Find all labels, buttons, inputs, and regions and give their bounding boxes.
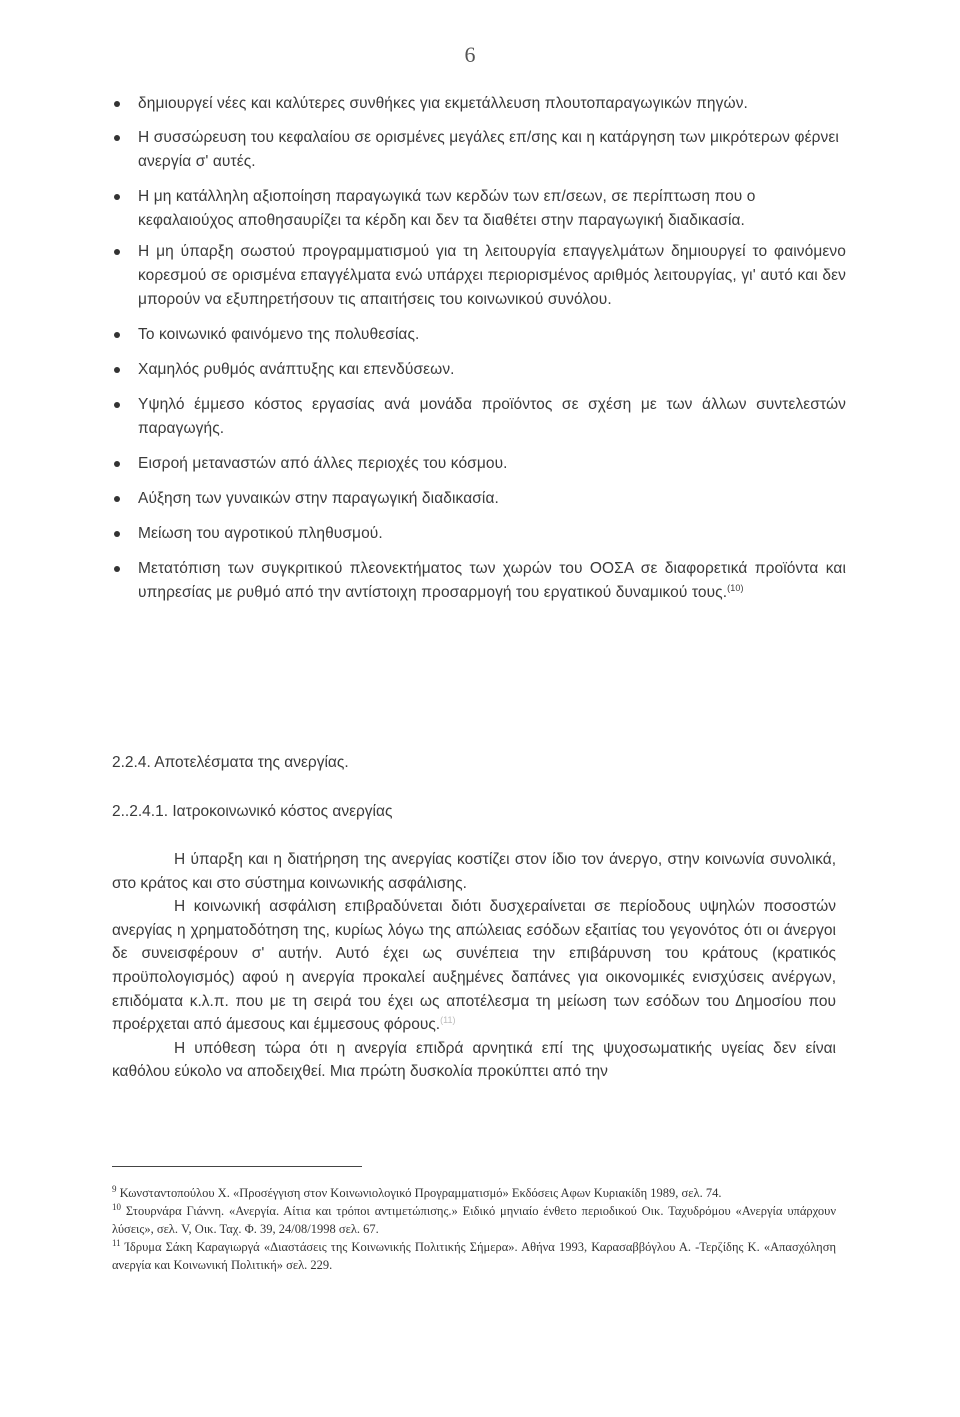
footnote-ref: (10) [727, 582, 744, 593]
section-heading: 2.2.4. Αποτελέσματα της ανεργίας. [112, 754, 349, 771]
paragraph: Η υπόθεση τώρα ότι η ανεργία επιδρά αρνητικά επί της ψυχοσωματικής υγείας δεν είναι καθόλου εύκολο να αποδειχθεί. Μια πρώτη δυσκολία προκύπτει από την [112, 1039, 836, 1081]
list-item [112, 452, 846, 476]
list-item [112, 557, 846, 605]
subsection-heading: 2..2.4.1. Ιατροκοινωνικό κόστος ανεργίας [112, 803, 393, 820]
bullet-dot-icon [114, 402, 120, 408]
bullet-dot-icon [114, 135, 120, 141]
list-item [112, 393, 846, 441]
bullet-dot-icon [114, 194, 120, 200]
footnote-text: Ίδρυμα Σάκη Καραγιωργά «Διαστάσεις της Κοινωνικής Πολιτικής Σήμερα». Αθήνα 1993, Καρασαββόγλου Α. -Τερζίδης Κ. «Απασχόληση ανεργία και Κοινωνική Πολιτική» σελ. 229. [112, 1240, 836, 1272]
list-item-text: Το κοινωνικό φαινόμενο της πολυθεσίας. [138, 326, 420, 343]
list-item-text: Μείωση του αγροτικού πληθυσμού. [138, 525, 383, 542]
list-item [112, 323, 846, 347]
bullet-dot-icon [114, 531, 120, 537]
paragraph [112, 895, 836, 1037]
paragraph: Η ύπαρξη και η διατήρηση της ανεργίας κοστίζει στον ίδιο τον άνεργο, στην κοινωνία συνολικά, στο κράτος και στο σύστημα κοινωνικής ασφάλισης. [112, 851, 836, 892]
footnote-text: Κωνσταντοπούλου Χ. «Προσέγγιση στον Κοινωνιολογικό Προγραμματισμό» Εκδόσεις Αφων Κυριακίδη 1989, σελ. 74. [119, 1186, 722, 1200]
list-item-text: Η συσσώρευση του κεφαλαίου σε ορισμένες μεγάλες επ/σης και η κατάργηση των μικρότερων φέρνει ανεργία σ' αυτές. [138, 129, 839, 170]
footnote-text: Στουρνάρα Γιάννη. «Ανεργία. Αίτια και τρόποι αντιμετώπισης.» Ειδικό μηνιαίο ένθετο περιοδικού Οικ. Ταχυδρόμου «Ανεργία υπάρχουν λύσεις», σελ. V, Οικ. Ταχ. Φ. 39, 24/08/1998 σελ. 67. [112, 1204, 836, 1236]
list-item-text: Χαμηλός ρυθμός ανάπτυξης και επενδύσεων. [138, 361, 455, 378]
bullet-dot-icon [114, 496, 120, 502]
list-item [112, 92, 846, 116]
bullet-dot-icon [114, 566, 120, 572]
body-text [112, 848, 836, 1084]
bullet-list [112, 92, 846, 616]
footnote-number: 10 [112, 1201, 121, 1212]
bullet-dot-icon [114, 367, 120, 373]
footnote-number: 11 [112, 1237, 121, 1248]
list-item-text: Εισροή μεταναστών από άλλες περιοχές του κόσμου. [138, 455, 508, 472]
list-item-text: Η μη κατάλληλη αξιοποίηση παραγωγικά των κερδών των επ/σεων, σε περίπτωση που ο κεφαλαιούχος αποθησαυρίζει τα κέρδη και δεν τα διαθέτει στην παραγωγική διαδικασία. [138, 188, 756, 229]
footnote-ref: (11) [440, 1015, 456, 1025]
bullet-dot-icon [114, 249, 120, 255]
bullet-dot-icon [114, 101, 120, 107]
list-item [112, 240, 846, 312]
list-item-text: Η μη ύπαρξη σωστού προγραμματισμού για τη λειτουργία επαγγελμάτων δημιουργεί το φαινόμενο κορεσμού σε ορισμένα επαγγέλματα ενώ υπάρχει περιορισμένος αριθμός λειτουργίας, γι' αυτό και δεν μπορούν να εξυπηρετήσουν τις απαιτήσεις του κοινωνικού συνόλου. [138, 243, 846, 308]
list-item [112, 126, 846, 174]
list-item-text: δημιουργεί νέες και καλύτερες συνθήκες για εκμετάλλευση πλουτοπαραγωγικών πηγών. [138, 95, 748, 112]
footnote-divider [112, 1166, 362, 1167]
list-item-text: Υψηλό έμμεσο κόστος εργασίας ανά μονάδα προϊόντος σε σχέση με των άλλων συντελεστών παραγωγής. [138, 396, 846, 437]
list-item-text: Αύξηση των γυναικών στην παραγωγική διαδικασία. [138, 490, 499, 507]
list-item [112, 358, 846, 382]
footnote [112, 1184, 836, 1202]
paragraph-text: Η κοινωνική ασφάλιση επιβραδύνεται διότι δυσχεραίνεται σε περίοδους υψηλών ποσοστών ανεργίας η χρηματοδότηση της, κυρίως λόγω της απώλειας εσόδων εξαιτίας του γεγονότος ότι οι άνεργοι δε συνεισφέρουν σ' αυτήν. Αυτό έχει ως συνέπεια την επιβάρυνση του κράτους (κρατικός προϋπολογισμός) αφού η ανεργία προκαλεί αυξημένες δαπάνες για οικονομικές ενισχύσεις ανέργων, επιδόματα κ.λ.π. που με τη σειρά του έχει ως αποτέλεσμα τη μείωση των εσόδων του Δημοσίου που προέρχεται από άμεσους και έμμεσους φόρους. [112, 898, 836, 1034]
footnote [112, 1238, 836, 1274]
bullet-dot-icon [114, 332, 120, 338]
list-item [112, 487, 846, 511]
footnotes [112, 1184, 836, 1274]
page-number: 6 [464, 42, 476, 67]
list-item-text: Μετατόπιση των συγκριτικού πλεονεκτήματος των χωρών του ΟΟΣΑ σε διαφορετικά προϊόντα και υπηρεσίας με ρυθμό από την αντίστοιχη προσαρμογή του εργατικού δυναμικού τους. [138, 560, 846, 601]
bullet-dot-icon [114, 461, 120, 467]
footnote-number: 9 [112, 1183, 117, 1194]
list-item [112, 185, 846, 233]
list-item [112, 522, 846, 546]
footnote [112, 1202, 836, 1238]
